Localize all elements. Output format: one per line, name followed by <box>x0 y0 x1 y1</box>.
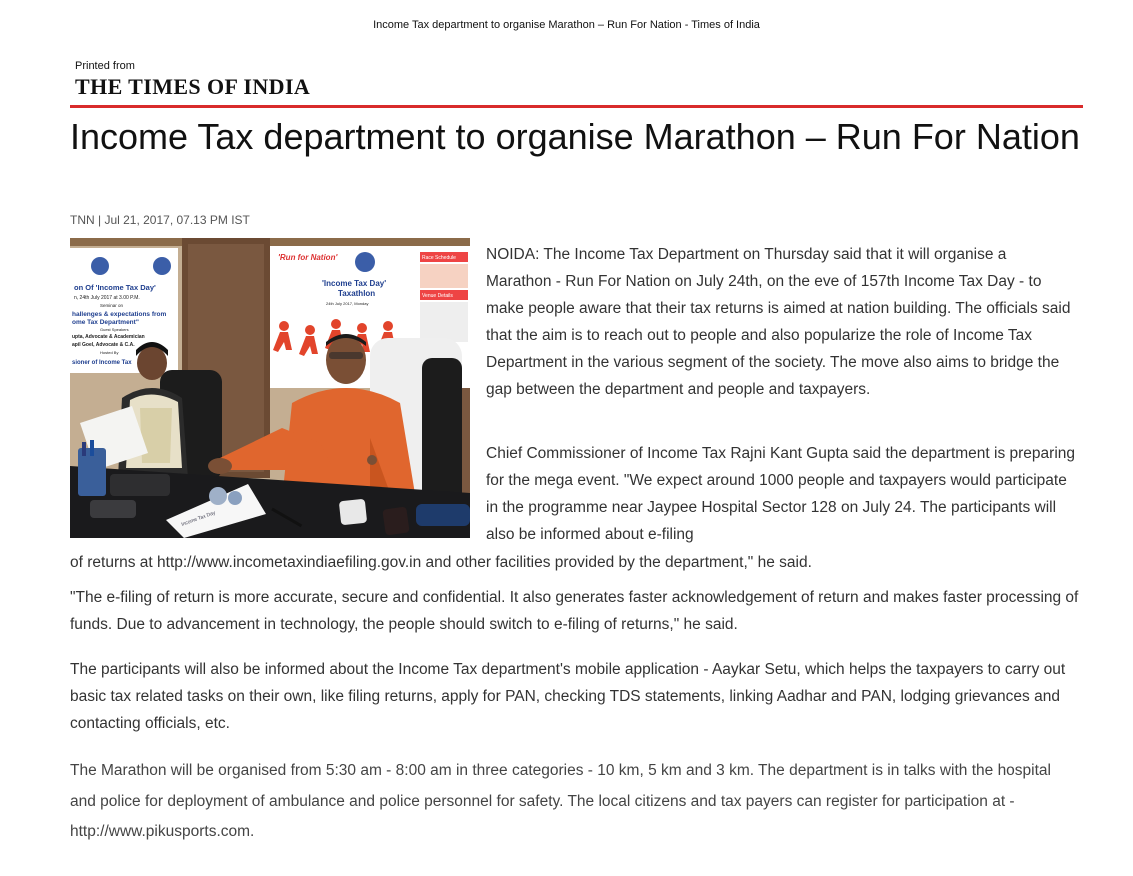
banner-left-line6: Guest Speakers <box>100 327 129 332</box>
article-paragraph-2: Chief Commissioner of Income Tax Rajni Kant Gupta said the department is preparing for the mega event. "We expect around 1000 people and taxpayers would participate in the programme near Jaypee Hospital Sector 128 on July 24. The participants will also be informed about e-filing <box>486 445 1076 544</box>
article-paragraph-1: NOIDA: The Income Tax Department on Thursday said that it will organise a Marathon - Run For Nation on July 24th, on the eve of 157th Income Tax Day - to make people aware that their tax returns is aimed at nation building. The officials said that the aim is to reach out to people and also popularize the role of Income Tax Department in the various segment of the society. The move also aims to bridge the gap between the department and people and taxpayers. <box>486 246 1071 399</box>
banner-left-line3: Seminar on <box>100 303 124 308</box>
banner-right-line1: 'Run for Nation' <box>278 253 338 262</box>
masthead-divider <box>70 105 1083 108</box>
article-photo <box>70 238 470 538</box>
banner-left-line7: upta, Advocate & Academician <box>72 334 145 340</box>
article-paragraph-4: The participants will also be informed about the Income Tax department's mobile application - Aaykar Setu, which helps the taxpayers to carry out basic tax related tasks on their own, like filing returns, apply for PAN, checking TDS statements, linking Aadhar and PAN, lodging grievances and contacting officials, etc. <box>70 661 1066 732</box>
banner-right-line3: Taxathlon <box>338 289 376 298</box>
printed-from-label: Printed from <box>75 60 135 72</box>
article-paragraph-2-continued: of returns at http://www.incometaxindiaefiling.gov.in and other facilities provided by the department," he said. <box>70 554 812 571</box>
banner-right-line6: Venue Details <box>422 293 453 299</box>
article-paragraph-5: The Marathon will be organised from 5:30 am - 8:00 am in three categories - 10 km, 5 km and 3 km. The department is in talks with the hospital and police for deployment of ambulance and police personnel for safety. The local citizens and tax payers can register for participation at - http://www.pikusports.com. <box>70 762 1051 841</box>
banner-left-line4: hallenges & expectations from <box>72 311 167 318</box>
banner-right-line4: 24th July 2017, Monday <box>326 301 369 306</box>
banner-left-line9: Hosted By <box>100 350 119 355</box>
print-header-title: Income Tax department to organise Marathon – Run For Nation - Times of India <box>373 19 760 31</box>
banner-left-line5: ome Tax Department" <box>72 319 139 326</box>
article-byline: TNN | Jul 21, 2017, 07.13 PM IST <box>70 213 250 227</box>
brochure-text: Income Tax Day <box>180 510 217 528</box>
masthead-logo: THE TIMES OF INDIA <box>75 74 311 99</box>
banner-left-line2: n, 24th July 2017 at 3.00 P.M. <box>74 295 140 301</box>
article-headline: Income Tax department to organise Marathon – Run For Nation <box>70 116 1080 157</box>
banner-left-line10: sioner of Income Tax <box>72 360 132 366</box>
banner-left-line8: apil Goel, Advocate & C.A. <box>72 342 135 348</box>
banner-left-line1: on Of 'Income Tax Day' <box>74 283 156 292</box>
banner-right-line2: 'Income Tax Day' <box>322 279 387 288</box>
article-paragraph-3: "The e-filing of return is more accurate, secure and confidential. It also generates faster acknowledgement of return and makes faster processing of funds. Due to advancement in technology, the people should switch to e-filing of returns," he said. <box>70 589 1079 633</box>
banner-right-line5: Race Schedule <box>422 255 456 261</box>
